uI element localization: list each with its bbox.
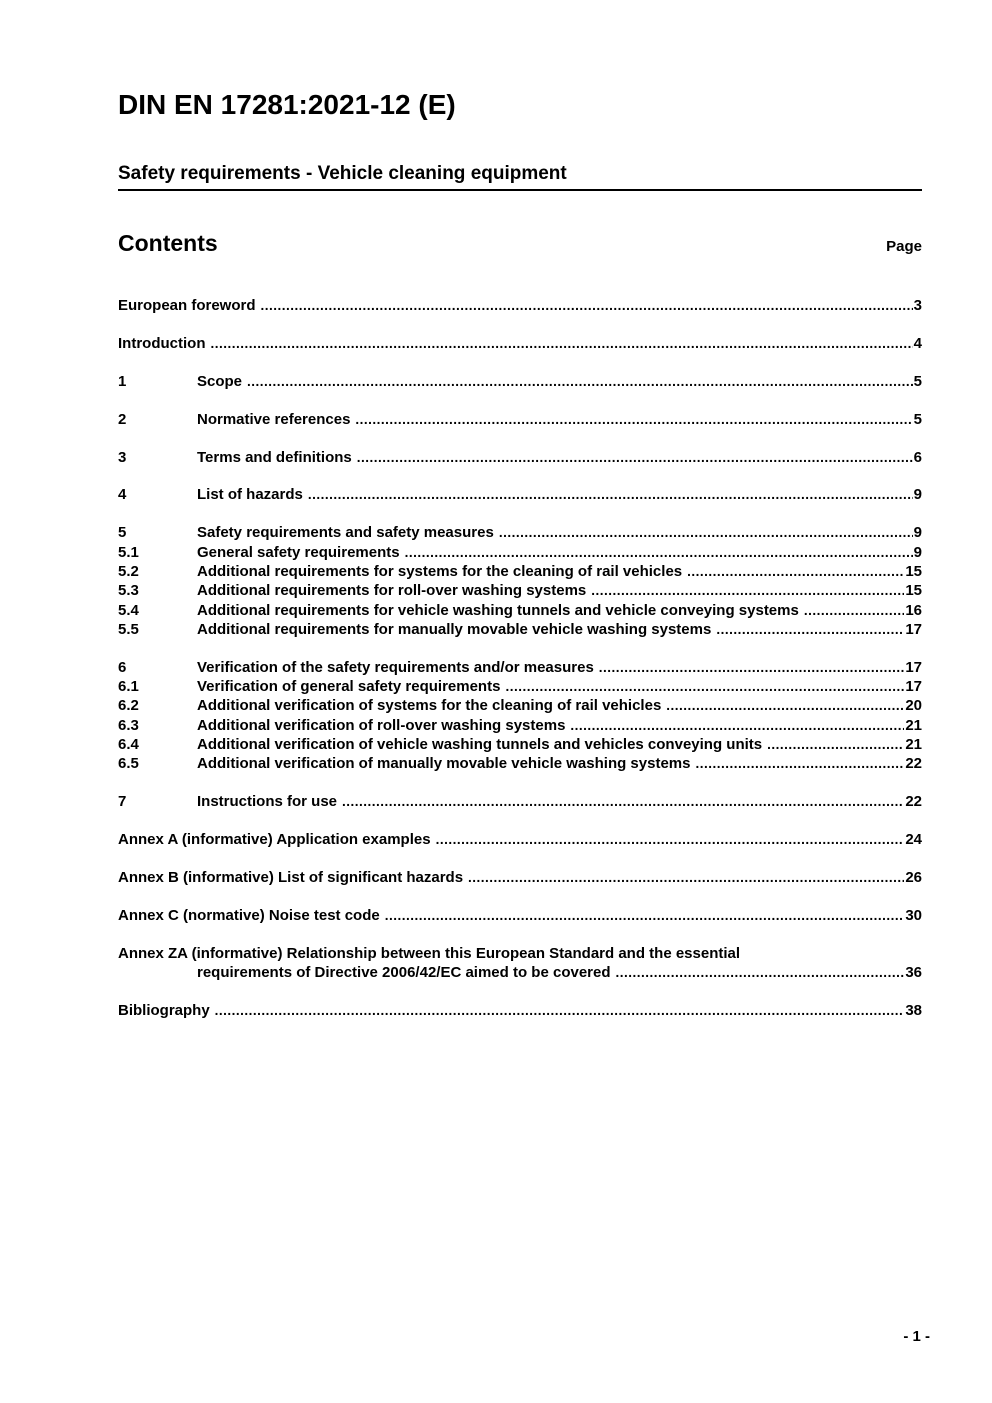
toc-entry-number: 5.2: [118, 562, 139, 580]
toc-dot-leader: [666, 696, 904, 715]
toc-dot-leader: [215, 1001, 905, 1020]
toc-entry-label: Additional requirements for systems for the cleaning of rail vehicles: [197, 562, 683, 580]
toc-entry-page: 9: [913, 543, 922, 561]
toc-entry-label: Annex C (normative) Noise test code: [118, 906, 380, 924]
toc-entry-page: 17: [905, 678, 922, 696]
toc-entry-label: Bibliography: [118, 1001, 210, 1019]
toc-entry-label: Additional requirements for manually movable vehicle washing systems: [197, 620, 712, 638]
toc-entry-page: 22: [905, 793, 922, 811]
toc-entry-page: 36: [905, 963, 922, 981]
toc-entry-page: 17: [905, 658, 922, 676]
toc-dot-leader: [599, 658, 905, 677]
toc-dot-leader: [210, 334, 912, 353]
toc-entry-number: 6.2: [118, 697, 139, 715]
toc-dot-leader: [308, 485, 913, 504]
toc-entry-page: 6: [913, 448, 922, 466]
toc-entry: [118, 696, 922, 715]
toc-entry: [118, 658, 922, 677]
document-subtitle: Safety requirements - Vehicle cleaning equipment: [118, 163, 567, 184]
toc-entry-number: 7: [118, 793, 127, 811]
toc-entry-page: 24: [905, 830, 922, 848]
toc-entry-page: 9: [913, 524, 922, 542]
toc-dot-leader: [342, 792, 904, 811]
toc-entry: [118, 543, 922, 562]
toc-entry-label: Normative references: [197, 410, 351, 428]
toc-entry-label: Verification of general safety requirements: [197, 678, 501, 696]
toc-entry-page: 30: [905, 906, 922, 924]
toc-dot-leader: [261, 296, 913, 315]
toc-dot-leader: [687, 562, 904, 581]
toc-entry-number: 1: [118, 372, 127, 390]
toc-dot-leader: [499, 523, 913, 542]
toc-entry-label: requirements of Directive 2006/42/EC aimed to be covered: [197, 963, 611, 981]
document-title: DIN EN 17281:2021-12 (E): [118, 89, 456, 120]
toc-dot-leader: [405, 543, 913, 562]
toc-entry-continuation: [118, 963, 922, 982]
toc-entry-label: List of hazards: [197, 486, 303, 504]
toc-entry-number: 5: [118, 524, 127, 542]
toc-entry-label: Additional requirements for vehicle washing tunnels and vehicle conveying systems: [197, 601, 799, 619]
table-of-contents: [118, 296, 922, 1020]
toc-entry-label: Additional verification of roll-over washing systems: [197, 716, 566, 734]
toc-entry-label: General safety requirements: [197, 543, 400, 561]
toc-dot-leader: [505, 677, 904, 696]
toc-dot-leader: [385, 906, 905, 925]
toc-entry-number: 5.1: [118, 543, 139, 561]
toc-entry-number: 6: [118, 658, 127, 676]
toc-entry-label: Terms and definitions: [197, 448, 352, 466]
toc-entry-number: 5.5: [118, 620, 139, 638]
toc-entry-label: Safety requirements and safety measures: [197, 524, 494, 542]
toc-entry-label: Annex ZA (informative) Relationship between this European Standard and the essential: [118, 944, 741, 962]
toc-dot-leader: [247, 372, 913, 391]
toc-entry-number: 6.1: [118, 678, 139, 696]
toc-dot-leader: [436, 830, 905, 849]
toc-entry-label: Annex B (informative) List of significant hazards: [118, 868, 464, 886]
toc-entry: [118, 792, 922, 811]
toc-entry: [118, 830, 922, 849]
toc-entry-page: 22: [905, 755, 922, 773]
toc-entry-page: 26: [905, 868, 922, 886]
toc-dot-leader: [716, 620, 904, 639]
toc-entry-page: 5: [913, 410, 922, 428]
toc-entry: [118, 754, 922, 773]
toc-entry: [118, 868, 922, 887]
toc-entry-label: Introduction: [118, 334, 206, 352]
toc-entry-page: 16: [905, 601, 922, 619]
toc-entry-number: 6.3: [118, 716, 139, 734]
toc-entry: [118, 735, 922, 754]
toc-entry-label: Additional verification of systems for the cleaning of rail vehicles: [197, 697, 662, 715]
toc-entry-page: 15: [905, 562, 922, 580]
contents-header-row: [118, 232, 922, 255]
toc-entry-page: 15: [905, 582, 922, 600]
toc-entry-number: 6.4: [118, 735, 139, 753]
toc-entry-page: 5: [913, 372, 922, 390]
toc-entry: [118, 372, 922, 391]
toc-entry-label: Verification of the safety requirements and/or measures: [197, 658, 594, 676]
toc-entry: [118, 716, 922, 735]
toc-entry-page: 4: [913, 334, 922, 352]
toc-entry-label: Additional verification of vehicle washing tunnels and vehicles conveying units: [197, 735, 763, 753]
toc-entry: [118, 410, 922, 429]
toc-dot-leader: [355, 410, 912, 429]
toc-entry-page: 38: [905, 1001, 922, 1019]
toc-dot-leader: [616, 963, 905, 982]
toc-entry-label: European foreword: [118, 297, 256, 314]
toc-entry-page: 21: [905, 735, 922, 753]
toc-dot-leader: [357, 448, 913, 467]
toc-entry: [118, 1001, 922, 1020]
toc-entry: [118, 485, 922, 504]
toc-dot-leader: [767, 735, 904, 754]
toc-entry: [118, 620, 922, 639]
toc-entry-page: 9: [913, 486, 922, 504]
toc-entry-number: 2: [118, 410, 127, 428]
toc-dot-leader: [468, 868, 904, 887]
toc-entry: [118, 944, 922, 963]
toc-entry-number: 3: [118, 448, 127, 466]
toc-entry-label: Annex A (informative) Application examples: [118, 830, 431, 848]
toc-entry-label: Scope: [197, 372, 243, 390]
toc-entry: [118, 581, 922, 600]
toc-entry-number: 5.4: [118, 601, 139, 619]
contents-heading: Contents: [118, 230, 218, 256]
toc-entry: [118, 296, 922, 315]
toc-entry-page: 3: [913, 297, 922, 314]
toc-dot-leader: [804, 601, 904, 620]
toc-entry-number: 6.5: [118, 755, 139, 773]
header-divider: [118, 189, 922, 191]
toc-entry-page: 21: [905, 716, 922, 734]
toc-entry: [118, 906, 922, 925]
toc-entry: [118, 448, 922, 467]
toc-dot-leader: [695, 754, 904, 773]
page-number-footer: - 1 -: [903, 1328, 930, 1345]
toc-entry-label: Instructions for use: [197, 793, 338, 811]
toc-entry-number: 5.3: [118, 582, 139, 600]
toc-entry: [118, 601, 922, 620]
toc-entry-page: 17: [905, 620, 922, 638]
toc-entry-page: 20: [905, 697, 922, 715]
page-column-label: Page: [886, 238, 922, 255]
toc-dot-leader: [591, 581, 904, 600]
toc-dot-leader: [570, 716, 904, 735]
toc-entry: [118, 334, 922, 353]
toc-entry: [118, 677, 922, 696]
toc-entry: [118, 562, 922, 581]
toc-entry: [118, 523, 922, 542]
toc-entry-label: Additional verification of manually movable vehicle washing systems: [197, 755, 691, 773]
toc-entry-label: Additional requirements for roll-over washing systems: [197, 582, 587, 600]
toc-entry-number: 4: [118, 486, 127, 504]
